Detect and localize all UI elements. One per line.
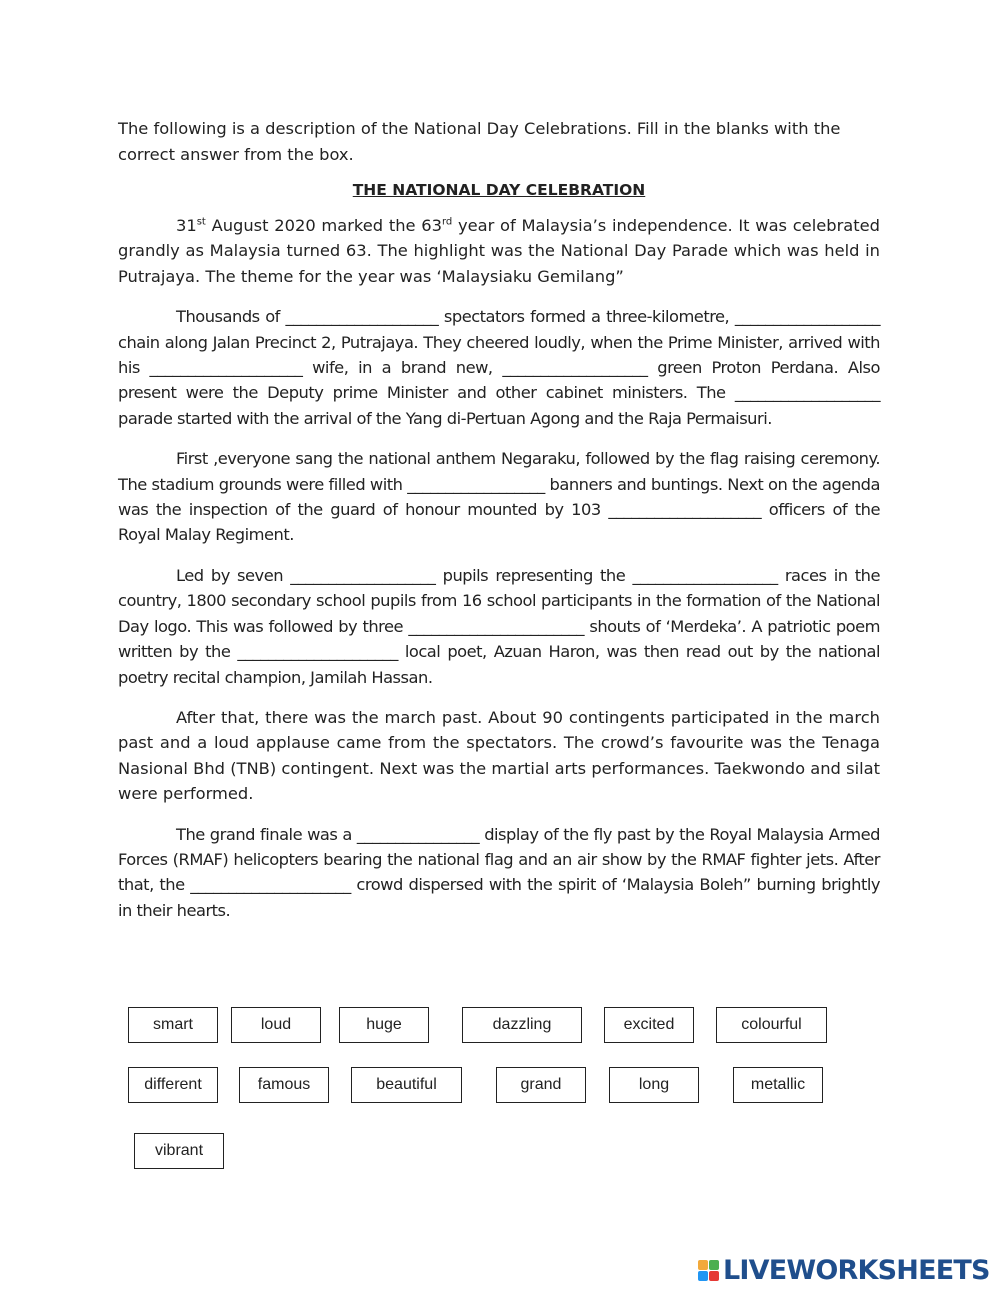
paragraph-2: Thousands of ____________________ spectators formed a three-kilometre, ___________________ chain along Jalan Precinct 2, Putrajaya. They cheered loudly, when the Prime Minister, arrived with his ____________________ wife, in a brand new, ___________________ green Proton Perdana. Also present were the Deputy prime Minister and other cabinet ministers. The ___________________ parade started with the arrival of the Yang di-Pertuan Agong and the Raja Permaisuri.	[118, 307, 880, 428]
paragraph-5: After that, there was the march past. About 90 contingents participated in the march past and a loud applause came from the spectators. The crowd’s favourite was the Tenaga Nasional Bhd (TNB) contingent. Next was the martial arts performances. Taekwondo and silat were performed.	[118, 707, 880, 804]
word-option-beautiful[interactable]: beautiful	[351, 1067, 462, 1103]
paragraph-1	[118, 213, 880, 289]
worksheet	[118, 116, 880, 938]
logo-blocks-icon	[698, 1260, 719, 1281]
paragraph-4: Led by seven ___________________ pupils representing the ___________________ races in the country, 1800 secondary school pupils from 16 school participants in the formation of the National Day logo. This was followed by three _______________________ shouts of ‘Merdeka’. A patriotic poem written by the _____________________ local poet, Azuan Haron, was then read out by the national poetry recital champion, Jamilah Hassan.	[118, 565, 880, 687]
logo-block-green	[709, 1260, 719, 1270]
word-option-grand[interactable]: grand	[496, 1067, 586, 1103]
word-option-smart[interactable]: smart	[128, 1007, 218, 1043]
logo-block-red	[709, 1271, 719, 1281]
word-option-long[interactable]: long	[609, 1067, 699, 1103]
liveworksheets-logo	[698, 1254, 990, 1286]
word-option-loud[interactable]: loud	[231, 1007, 321, 1043]
word-option-famous[interactable]: famous	[239, 1067, 329, 1103]
paragraph-3: First ,everyone sang the national anthem Negaraku, followed by the flag raising ceremony. The stadium grounds were filled with __________________ banners and buntings. Next on the agenda was the inspection of the guard of honour mounted by 103 ____________________ officers of the Royal Malay Regiment.	[118, 449, 880, 545]
word-option-different[interactable]: different	[128, 1067, 218, 1103]
logo-text: LIVEWORKSHEETS	[723, 1254, 990, 1286]
worksheet-title: THE NATIONAL DAY CELEBRATION	[352, 181, 646, 199]
logo-block-blue	[698, 1271, 708, 1281]
word-option-metallic[interactable]: metallic	[733, 1067, 823, 1103]
paragraph-1-part-1: August 2020 marked the 63	[205, 216, 442, 235]
paragraph-6: The grand finale was a ________________ display of the fly past by the Royal Malaysia Armed Forces (RMAF) helicopters bearing the national flag and an air show by the RMAF fighter jets. After that, the _____________________ crowd dispersed with the spirit of ‘Malaysia Boleh” burning brightly in their hearts.	[118, 824, 880, 920]
ordinal-suffix: rd	[442, 216, 453, 228]
word-option-excited[interactable]: excited	[604, 1007, 694, 1043]
date-day: 31	[176, 216, 197, 235]
word-option-colourful[interactable]: colourful	[716, 1007, 827, 1043]
word-option-huge[interactable]: huge	[339, 1007, 429, 1043]
instruction-text: The following is a description of the National Day Celebrations. Fill in the blanks with the correct answer from the box.	[118, 119, 841, 164]
word-option-dazzling[interactable]: dazzling	[462, 1007, 582, 1043]
word-option-vibrant[interactable]: vibrant	[134, 1133, 224, 1169]
logo-block-orange	[698, 1260, 708, 1270]
date-suffix: st	[196, 216, 206, 228]
paragraph-1-part-2: year of Malaysia’s independence. It was celebrated grandly as Malaysia turned 63. The highlight was the National Day Parade which was held in Putrajaya. The theme for the year was ‘Malaysiaku Gemilang”	[118, 216, 880, 286]
